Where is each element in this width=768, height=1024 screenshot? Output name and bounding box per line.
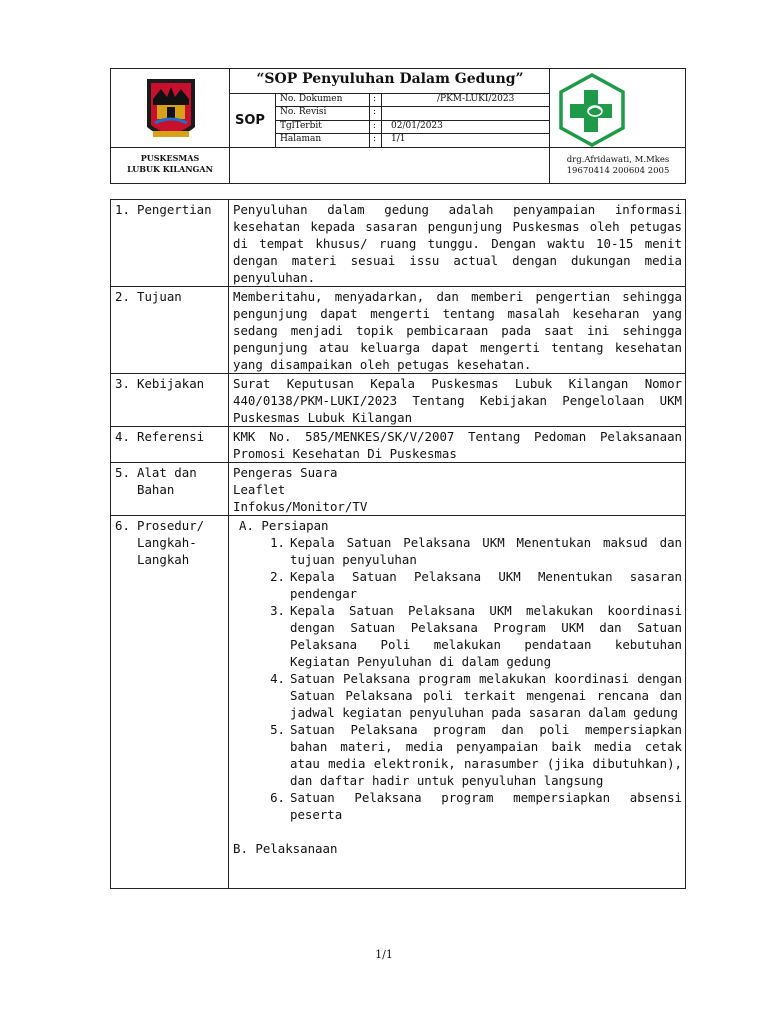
header-divider — [229, 147, 549, 148]
meta-sep: : — [373, 121, 377, 131]
pelaksanaan-title: B. Pelaksanaan — [233, 841, 338, 856]
step-number: 5. — [270, 722, 285, 737]
row-label-text: Referensi — [137, 429, 205, 444]
signer-name: drg.Afridawati, M.Mkes — [566, 155, 670, 165]
row-label-text: Bahan — [137, 482, 175, 497]
step-number: 4. — [270, 671, 285, 686]
meta-label-revisi: No. Revisi — [280, 107, 327, 117]
row-label-text: Kebijakan — [137, 376, 205, 391]
row-label — [111, 427, 229, 463]
pengertian-text: Penyuluhan dalam gedung adalah penyampaian informasi kesehatan kepada sasaran pengunjung Puskesmas oleh petugas di tempat khusus/ ruang tunggu. Dengan waktu 10-15 menit dengan materi sesuai issu actual dengan dukungan media penyuluhan. — [229, 200, 686, 287]
row-label-text: Alat dan — [137, 465, 197, 480]
row-label — [111, 287, 229, 374]
meta-label-terbit: TglTerbit — [280, 121, 322, 131]
list-item: Leaflet — [233, 482, 286, 497]
row-number: 5. — [115, 465, 130, 480]
meta-value-doc: /PKM-LUKI/2023 — [437, 94, 515, 104]
meta-label-halaman: Halaman — [280, 134, 322, 144]
page-number: 1/1 — [375, 948, 393, 961]
row-label — [111, 463, 229, 516]
meta-label-doc: No. Dokumen — [280, 94, 343, 104]
list-item: Infokus/Monitor/TV — [233, 499, 368, 514]
kebijakan-text: Surat Keputusan Kepala Puskesmas Lubuk Kilangan Nomor 440/0138/PKM-LUKI/2023 Tentang Kebijakan Pengelolaan UKM Puskesmas Lubuk Kilangan — [229, 374, 686, 427]
signer-block — [551, 155, 685, 177]
header-divider — [549, 147, 685, 148]
row-number: 3. — [115, 376, 130, 391]
persiapan-title: A. Persiapan — [239, 518, 329, 533]
sop-code: SOP — [235, 113, 265, 128]
row-number: 2. — [115, 289, 130, 304]
spacer — [233, 823, 682, 840]
table-row — [111, 287, 686, 374]
meta-value-terbit: 02/01/2023 — [391, 121, 443, 131]
step-text: Kepala Satuan Pelaksana UKM Menentukan sasaran pendengar — [290, 569, 682, 601]
sop-content-table — [110, 199, 686, 889]
prosedur-content — [229, 516, 686, 889]
step-number: 2. — [270, 569, 285, 584]
row-label-text: Prosedur/ — [137, 518, 205, 533]
organization-name — [111, 153, 229, 175]
step-text: Satuan Pelaksana program melakukan koordinasi dengan Satuan Pelaksana poli terkait mengenai rencana dan jadwal kegiatan penyuluhan pada sasaran dalam gedung — [290, 671, 682, 720]
step-number: 3. — [270, 603, 285, 618]
step-number: 1. — [270, 535, 285, 550]
table-row — [111, 200, 686, 287]
list-item — [257, 670, 682, 721]
sop-header — [110, 68, 686, 184]
list-item — [257, 721, 682, 789]
list-item — [257, 789, 682, 823]
puskesmas-logo-icon — [557, 73, 627, 147]
org-line: PUSKESMAS — [140, 153, 200, 163]
table-row — [111, 516, 686, 889]
meta-sep: : — [373, 134, 377, 144]
table-row — [111, 463, 686, 516]
row-label-text: Langkah- — [137, 535, 197, 550]
meta-sep: : — [373, 107, 377, 117]
step-number: 6. — [270, 790, 285, 805]
header-divider — [369, 93, 370, 147]
row-label — [111, 374, 229, 427]
row-label-text: Tujuan — [137, 289, 182, 304]
row-number: 1. — [115, 202, 130, 217]
referensi-text: KMK No. 585/MENKES/SK/V/2007 Tentang Pedoman Pelaksanaan Promosi Kesehatan Di Puskesmas — [229, 427, 686, 463]
step-text: Kepala Satuan Pelaksana UKM Menentukan maksud dan tujuan penyuluhan — [290, 535, 682, 567]
row-number: 6. — [115, 518, 130, 533]
row-number: 4. — [115, 429, 130, 444]
table-row — [111, 427, 686, 463]
meta-sep: : — [373, 94, 377, 104]
row-label-text: Langkah — [137, 552, 190, 567]
sop-title: “SOP Penyuluhan Dalam Gedung” — [256, 71, 524, 87]
signer-id: 19670414 200604 2005 — [566, 166, 670, 176]
list-item — [257, 568, 682, 602]
alat-list — [229, 463, 686, 516]
table-row — [111, 374, 686, 427]
row-label — [111, 200, 229, 287]
list-item: Pengeras Suara — [233, 465, 338, 480]
meta-value-halaman: 1/1 — [391, 134, 406, 144]
city-emblem-icon — [133, 75, 209, 151]
list-item — [257, 602, 682, 670]
row-label — [111, 516, 229, 889]
step-text: Satuan Pelaksana program dan poli mempersiapkan bahan materi, media penyampaian baik media cetak atau media elektronik, narasumber (jika dibutuhkan), dan daftar hadir untuk penyuluhan langsung — [290, 722, 682, 788]
persiapan-steps — [233, 534, 682, 823]
step-text: Satuan Pelaksana program mempersiapkan absensi peserta — [290, 790, 682, 822]
header-divider — [381, 93, 382, 147]
step-text: Kepala Satuan Pelaksana UKM melakukan koordinasi dengan Satuan Pelaksana Program UKM dan Satuan Pelaksana Poli melakukan pendataan kebutuhan Kegiatan Penyuluhan di dalam gedung — [290, 603, 682, 669]
org-line: LUBUK KILANGAN — [127, 164, 213, 174]
tujuan-text: Memberitahu, menyadarkan, dan memberi pengertian sehingga pengunjung dapat mengerti tentang masalah keseharan yang sedang menjadi topik pembicaraan pada saat ini sehingga pengunjung atau keluarga dapat mengerti tentang kesehatan yang disampaikan oleh petugas kesehatan. — [229, 287, 686, 374]
row-label-text: Pengertian — [137, 202, 212, 217]
list-item — [257, 534, 682, 568]
